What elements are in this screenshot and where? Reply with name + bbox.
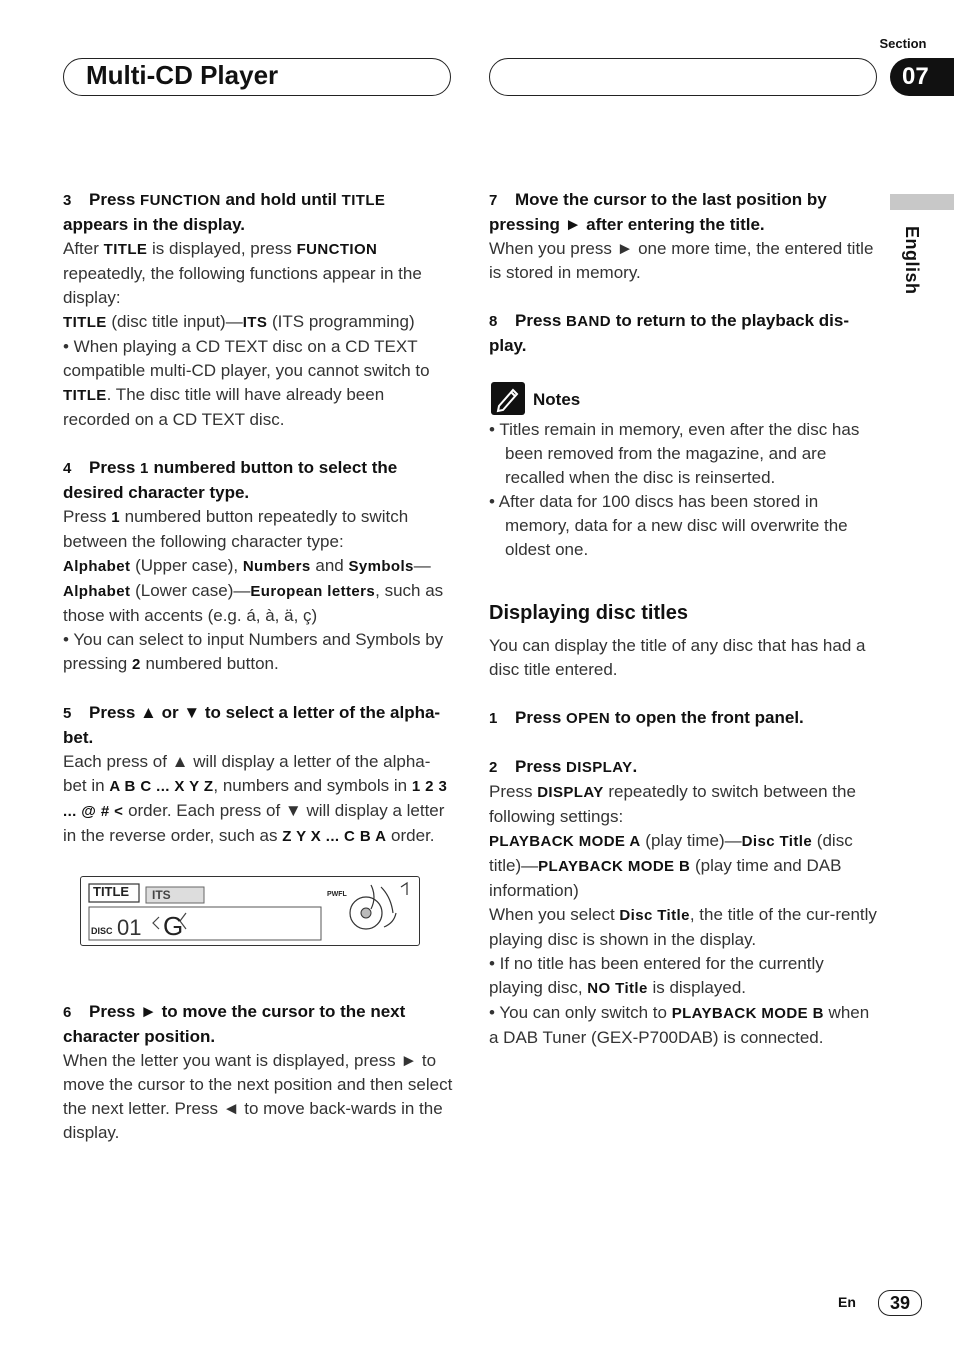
chapter-title: Multi-CD Player <box>86 60 279 90</box>
chapter-title-box <box>63 58 451 96</box>
step-5-text: Each press of ▲ will display a letter of the alpha-bet in A B C ... X Y Z, numbers and symbols in 1 2 3 ... @ # < order. Each press of ▼ will display a letter in the reverse order, such as Z Y X ... C B A order. <box>63 752 448 845</box>
notes-title: Notes <box>533 390 581 409</box>
language-tab <box>890 194 954 210</box>
step-5-heading: 5 Press ▲ or ▼ to select a letter of the alpha-bet. <box>63 703 441 747</box>
step-6-heading: 6 Press ► to move the cursor to the next character position. <box>63 1002 406 1046</box>
display-bullet-2: • You can only switch to PLAYBACK MODE B when a DAB Tuner (GEX-P700DAB) is connected. <box>489 1003 870 1047</box>
lcd-its-label: ITS <box>152 888 171 902</box>
footer-lang-code: En <box>838 1294 856 1310</box>
step-7-heading: 7 Move the cursor to the last position by pressing ► after entering the title. <box>489 190 827 234</box>
header-blank-box <box>489 58 877 96</box>
step-4-char-types: Alphabet (Upper case), Numbers and Symbols—Alphabet (Lower case)—European letters, such as those with accents (e.g. á, à, ä, ç) <box>63 556 444 625</box>
step-4-heading: 4 Press 1 numbered button to select the desired character type. <box>63 458 398 502</box>
lcd-pwfl-label: PWFL <box>327 891 347 898</box>
section-label: Section <box>879 36 927 51</box>
lcd-disc-number: 01 <box>117 915 142 940</box>
lcd-character: G <box>163 911 184 941</box>
display-step-2-text: Press DISPLAY repeatedly to switch between the following settings: <box>489 782 856 826</box>
step-3-functions: TITLE (disc title input)—ITS (ITS programming) <box>63 312 415 331</box>
page-number: 39 <box>878 1290 922 1316</box>
display-step-2-heading: 2 Press DISPLAY. <box>489 757 638 776</box>
section-subheading: Displaying disc titles <box>489 602 688 624</box>
display-step-1-heading: 1 Press OPEN to open the front panel. <box>489 708 804 727</box>
left-column <box>63 188 453 849</box>
notes-header <box>489 382 879 418</box>
display-bullet-1: • If no title has been entered for the currently playing disc, NO Title is displayed. <box>489 954 824 997</box>
left-column-bottom <box>63 1000 453 1145</box>
step-3-bullet: • When playing a CD TEXT disc on a CD TEXT compatible multi-CD player, you cannot switch to TITLE. The disc title will have already been recorded on a CD TEXT disc. <box>63 337 430 429</box>
step-6-text: When the letter you want is displayed, press ► to move the cursor to the next position and then select the next letter. Press ◄ to move back-wards in the display. <box>63 1051 453 1142</box>
right-column <box>489 188 879 1050</box>
pencil-icon <box>491 382 525 415</box>
display-intro: You can display the title of any disc that has had a disc title entered. <box>489 636 866 679</box>
step-8-heading: 8 Press BAND to return to the playback dis-play. <box>489 311 850 355</box>
step-3-text: After TITLE is displayed, press FUNCTION repeatedly, the following functions appear in the display: <box>63 239 422 307</box>
step-3-heading: 3 Press FUNCTION and hold until TITLE appears in the display. <box>63 190 386 234</box>
step-4-bullet: • You can select to input Numbers and Symbols by pressing 2 numbered button. <box>63 630 444 673</box>
step-4-text: Press 1 numbered button repeatedly to switch between the following character type: <box>63 507 409 551</box>
section-number-tab: 07 <box>890 58 954 96</box>
language-label: English <box>902 226 922 295</box>
lcd-display-illustration <box>80 876 420 946</box>
lcd-disc-label: DISC <box>91 926 113 936</box>
lcd-title-label: TITLE <box>93 884 130 899</box>
note-1: • Titles remain in memory, even after the disc has been removed from the magazine, and are recalled when the disc is reinserted. <box>489 420 860 487</box>
display-settings-list: PLAYBACK MODE A (play time)—Disc Title (disc title)—PLAYBACK MODE B (play time and DAB information) <box>489 831 853 900</box>
note-2: • After data for 100 discs has been stored in memory, data for a new disc will overwrite the oldest one. <box>489 492 848 559</box>
step-7-text: When you press ► one more time, the entered title is stored in memory. <box>489 239 874 282</box>
display-step-2-select: When you select Disc Title, the title of the cur-rently playing disc is shown in the display. <box>489 905 877 949</box>
